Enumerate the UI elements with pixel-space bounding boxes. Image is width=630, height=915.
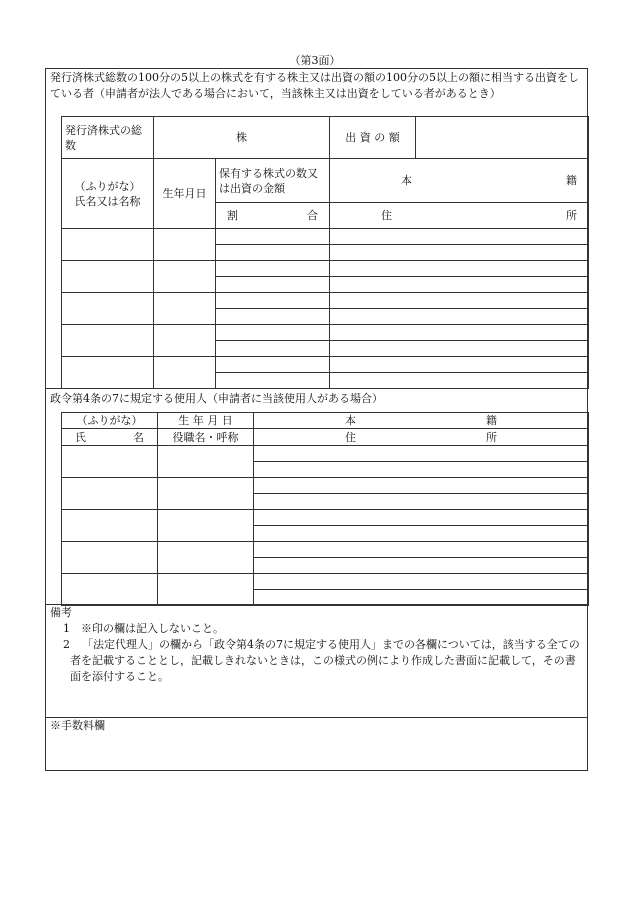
divider bbox=[46, 388, 587, 389]
employee-furigana-header: （ふりがな） bbox=[62, 413, 158, 429]
fee-field[interactable] bbox=[46, 735, 587, 770]
ratio-cell[interactable] bbox=[216, 277, 330, 293]
total-shares-label: 発行済株式の総数 bbox=[62, 117, 154, 159]
honseki-header bbox=[330, 159, 589, 203]
section1-heading: 発行済株式総数の100分の5以上の株式を有する株主又は出資の額の100分の5以上の額に相当する出資をしている者（申請者が法人である場合において，当該株主又は出資をしている者があるとき） bbox=[50, 71, 579, 100]
remarks-item2-number: 2 bbox=[63, 638, 70, 651]
remarks-heading: 備考 bbox=[50, 606, 72, 619]
employee-address-cell[interactable] bbox=[254, 494, 589, 510]
ratio-cell[interactable] bbox=[216, 373, 330, 389]
address-cell[interactable] bbox=[330, 245, 589, 261]
employee-address-left: 住 bbox=[345, 430, 356, 444]
divider bbox=[46, 717, 587, 718]
ratio-header bbox=[216, 203, 330, 229]
employee-honseki-cell[interactable] bbox=[254, 542, 589, 558]
employee-mei: 名 bbox=[133, 430, 144, 444]
address-cell[interactable] bbox=[330, 309, 589, 325]
employee-shi: 氏 bbox=[75, 430, 86, 444]
shareholder-name-cell[interactable] bbox=[62, 261, 154, 293]
capital-field[interactable] bbox=[416, 117, 589, 159]
employee-honseki-cell[interactable] bbox=[254, 510, 589, 526]
shareholder-dob-cell[interactable] bbox=[154, 229, 216, 261]
remarks-item1-number: 1 bbox=[63, 622, 70, 635]
address-cell[interactable] bbox=[330, 341, 589, 357]
holdings-cell[interactable] bbox=[216, 261, 330, 277]
address-cell[interactable] bbox=[330, 277, 589, 293]
shareholder-name-cell[interactable] bbox=[62, 229, 154, 261]
honseki-cell[interactable] bbox=[330, 325, 589, 341]
employee-address-cell[interactable] bbox=[254, 526, 589, 542]
holdings-cell[interactable] bbox=[216, 357, 330, 373]
employee-dob-cell[interactable] bbox=[158, 478, 254, 510]
holdings-header: 保有する株式の数又は出資の金額 bbox=[216, 159, 330, 203]
shareholder-dob-cell[interactable] bbox=[154, 325, 216, 357]
employee-address-right: 所 bbox=[486, 430, 497, 444]
employee-name-cell[interactable] bbox=[62, 478, 158, 510]
employee-address-header bbox=[254, 429, 589, 446]
employee-dob-cell[interactable] bbox=[158, 574, 254, 606]
employees-table bbox=[61, 412, 589, 606]
employee-role-header: 役職名・呼称 bbox=[158, 429, 254, 446]
employee-address-cell[interactable] bbox=[254, 558, 589, 574]
honseki-cell[interactable] bbox=[330, 229, 589, 245]
shareholder-name-cell[interactable] bbox=[62, 293, 154, 325]
holdings-cell[interactable] bbox=[216, 293, 330, 309]
employee-name-cell[interactable] bbox=[62, 542, 158, 574]
employee-honseki-right: 籍 bbox=[486, 414, 497, 427]
honseki-cell[interactable] bbox=[330, 293, 589, 309]
total-shares-field[interactable] bbox=[154, 117, 330, 159]
address-header bbox=[330, 203, 589, 229]
address-cell[interactable] bbox=[330, 373, 589, 389]
remarks-item1: ※印の欄は記入しないこと。 bbox=[81, 622, 224, 635]
ratio-cell[interactable] bbox=[216, 309, 330, 325]
page-label: （第3面） bbox=[289, 54, 341, 67]
employee-dob-cell[interactable] bbox=[158, 446, 254, 478]
divider bbox=[46, 604, 587, 605]
capital-label: 出 資 の 額 bbox=[330, 117, 416, 159]
shareholder-name-cell[interactable] bbox=[62, 325, 154, 357]
employee-name-cell[interactable] bbox=[62, 510, 158, 542]
employee-dob-cell[interactable] bbox=[158, 510, 254, 542]
holdings-cell[interactable] bbox=[216, 229, 330, 245]
ratio-left: 割 bbox=[227, 209, 238, 222]
ratio-right: 合 bbox=[307, 209, 318, 222]
shareholder-summary-table bbox=[61, 116, 589, 159]
shareholders-table bbox=[61, 158, 589, 389]
employee-address-cell[interactable] bbox=[254, 462, 589, 478]
employee-name-cell[interactable] bbox=[62, 446, 158, 478]
employee-honseki-header bbox=[254, 413, 589, 429]
employee-dob-cell[interactable] bbox=[158, 542, 254, 574]
shares-unit: 株 bbox=[236, 131, 247, 144]
employee-honseki-cell[interactable] bbox=[254, 478, 589, 494]
employee-honseki-cell[interactable] bbox=[254, 574, 589, 590]
honseki-cell[interactable] bbox=[330, 261, 589, 277]
form-frame bbox=[45, 68, 588, 771]
employee-name-header bbox=[62, 429, 158, 446]
shareholder-dob-cell[interactable] bbox=[154, 293, 216, 325]
shareholder-dob-cell[interactable] bbox=[154, 357, 216, 389]
employee-honseki-cell[interactable] bbox=[254, 446, 589, 462]
shareholder-dob-cell[interactable] bbox=[154, 261, 216, 293]
remarks-item2: 「法定代理人」の欄から「政令第4条の7に規定する使用人」までの各欄については，該当する全ての者を記載することとし，記載しきれないときは，この様式の例により作成した書面に記載して，その書面を添付すること。 bbox=[70, 638, 580, 683]
ratio-cell[interactable] bbox=[216, 245, 330, 261]
holdings-cell[interactable] bbox=[216, 325, 330, 341]
shareholder-name-header: （ふりがな） 氏名又は名称 bbox=[62, 159, 154, 229]
honseki-left: 本 bbox=[401, 174, 412, 187]
ratio-cell[interactable] bbox=[216, 341, 330, 357]
address-right: 所 bbox=[566, 209, 577, 222]
shareholder-dob-header: 生年月日 bbox=[154, 159, 216, 229]
section2-heading: 政令第4条の7に規定する使用人（申請者に当該使用人がある場合） bbox=[50, 392, 383, 405]
fee-label: ※手数料欄 bbox=[50, 719, 105, 732]
shareholder-name-cell[interactable] bbox=[62, 357, 154, 389]
employee-name-cell[interactable] bbox=[62, 574, 158, 606]
employee-dob-header: 生 年 月 日 bbox=[158, 413, 254, 429]
address-left: 住 bbox=[381, 209, 392, 222]
honseki-right: 籍 bbox=[566, 174, 577, 187]
honseki-cell[interactable] bbox=[330, 357, 589, 373]
employee-honseki-left: 本 bbox=[345, 414, 356, 427]
